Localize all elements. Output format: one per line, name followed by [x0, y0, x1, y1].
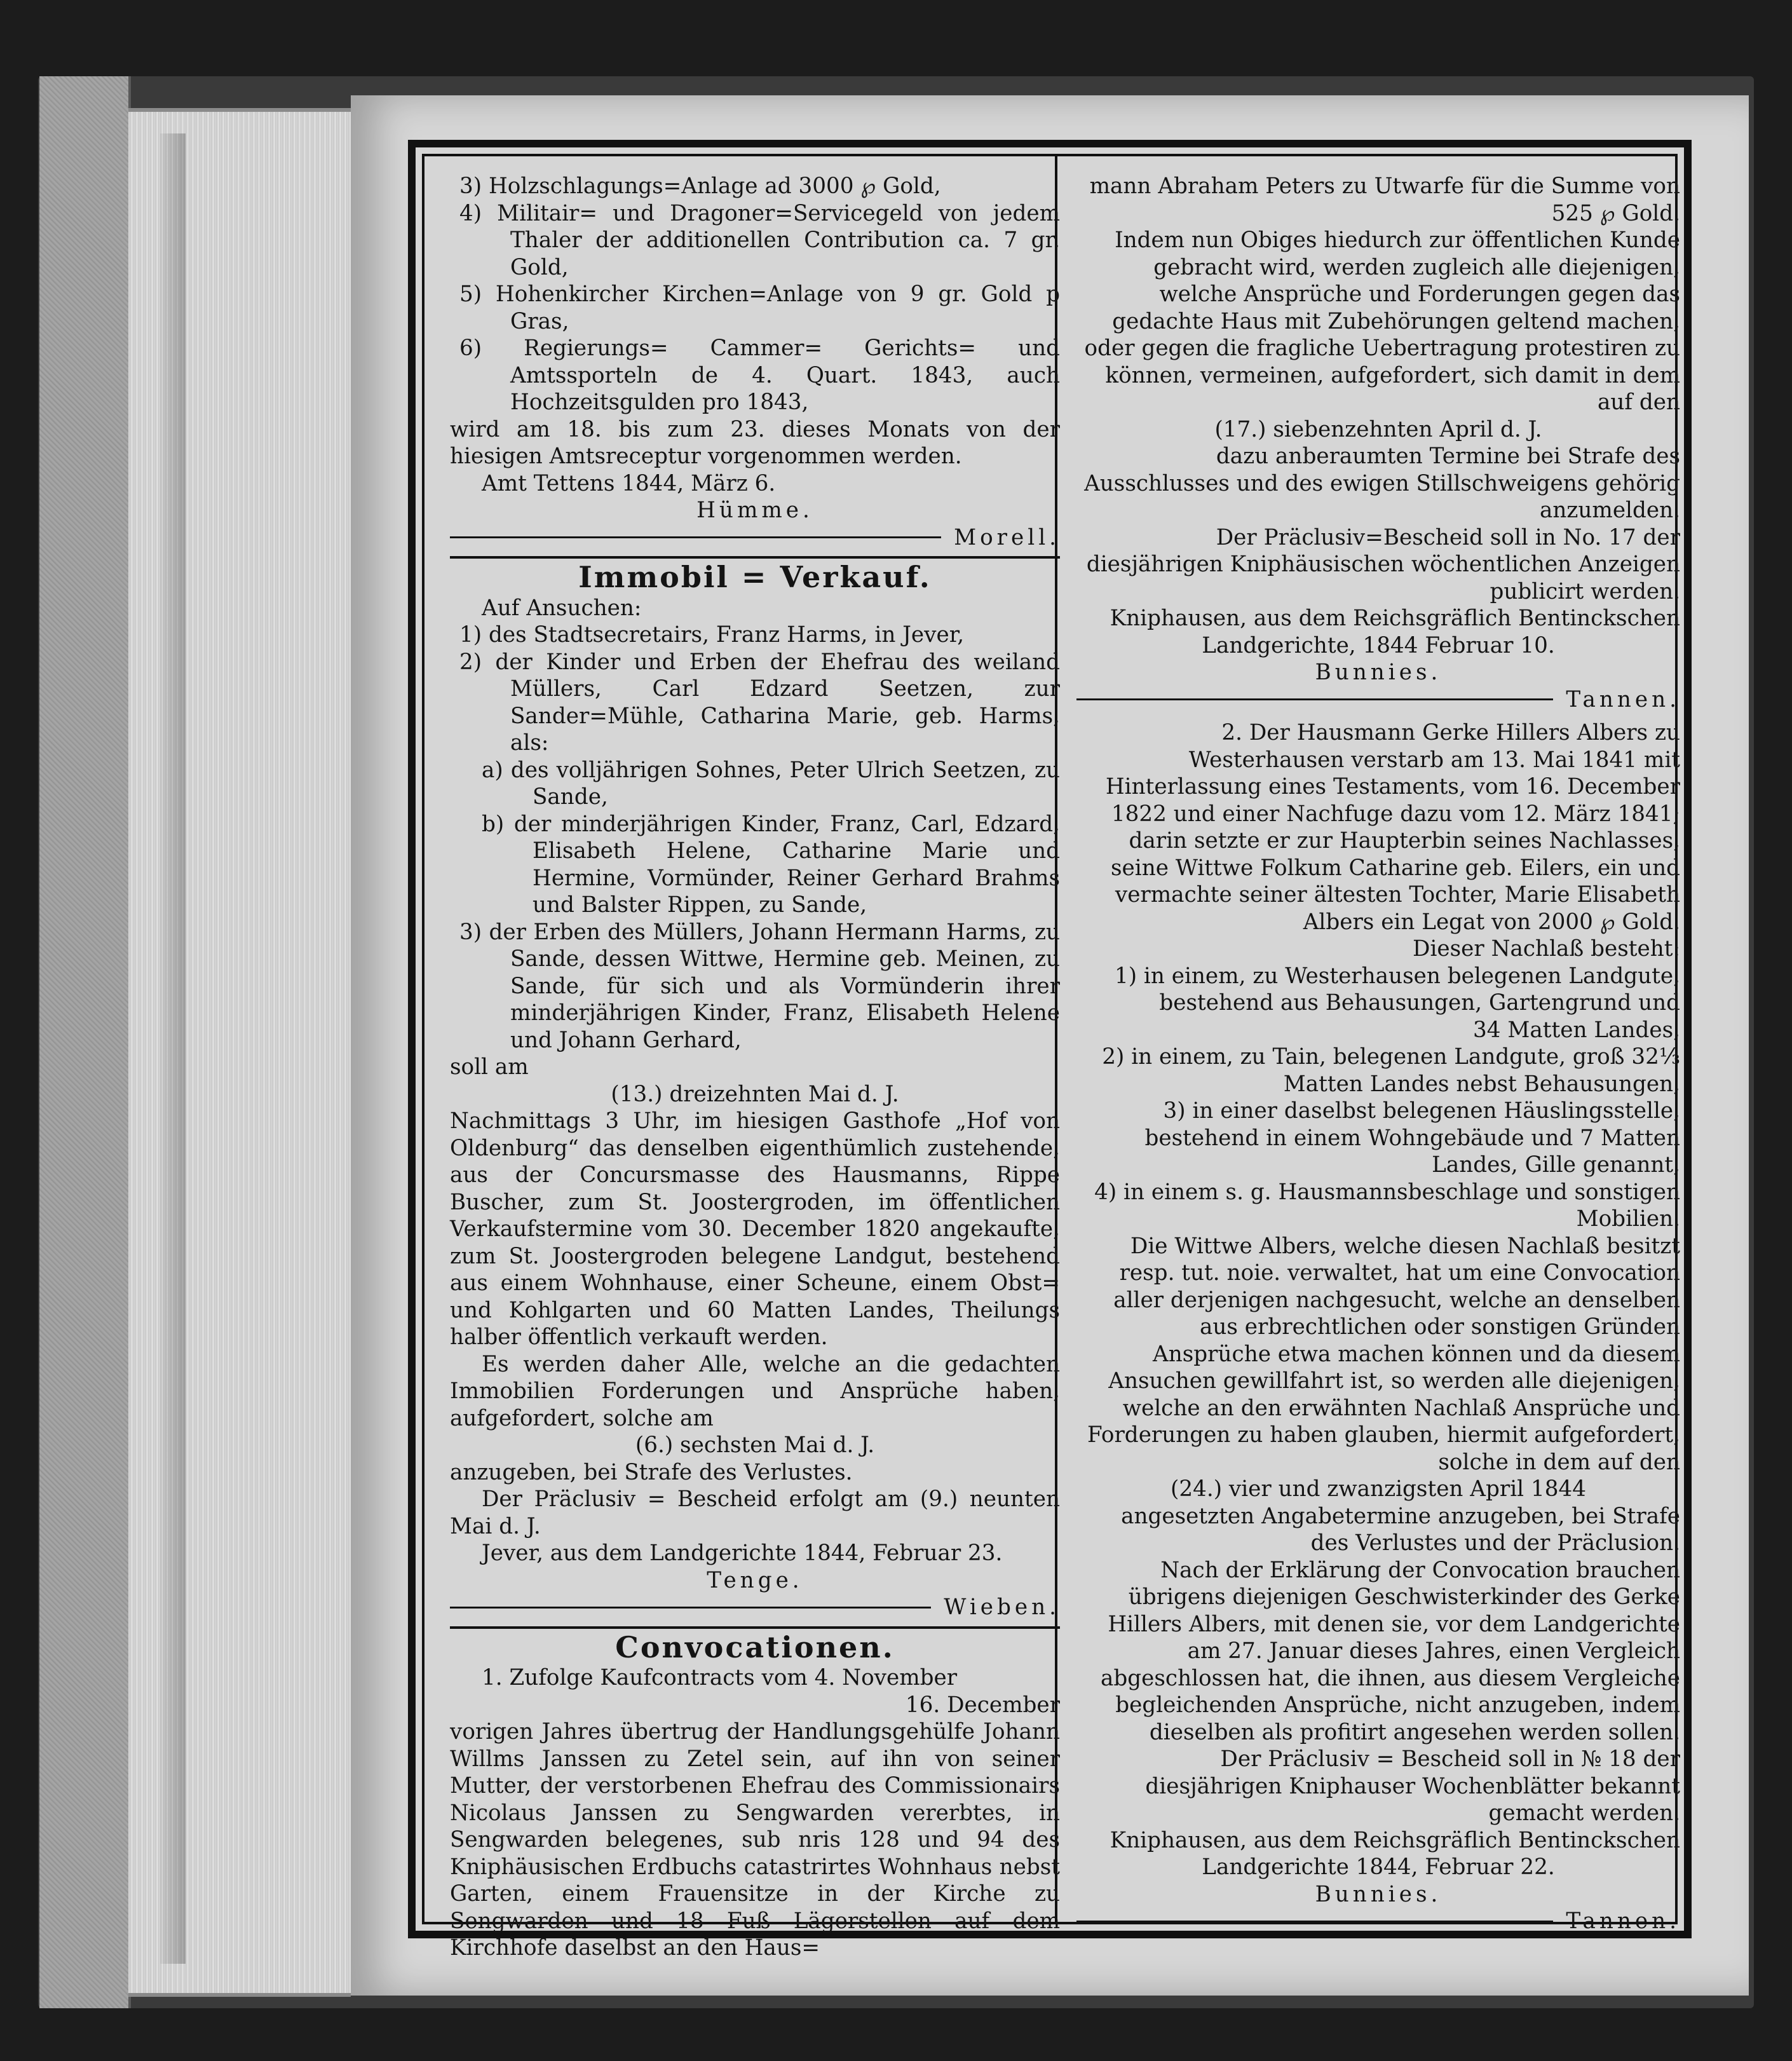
paragraph: 16. December	[905, 1692, 1060, 1718]
paragraph: Nachmittags 3 Uhr, im hiesigen Gasthofe „Hof von Oldenburg“ das denselben eigenthümlich zustehende, aus der Concursmasse des Hausmanns, Rippe Buscher, zum St. Joostergroden, im öffentlichen Verkaufstermine vom 30. December 1820 angekaufte, zum St. Joostergroden belegene Landgut, bestehend aus einem Wohnhause, einer Scheune, einem Obst= und Kohlgarten und 60 Matten Landes, Theilungs halber öffentlich verkauft werden.	[450, 1108, 1060, 1350]
place-date: Amt Tettens 1844, März 6.	[482, 470, 776, 496]
paragraph: dazu anberaumten Termine bei Strafe des Ausschlusses und des ewigen Stillschweigens gehörig anzumelden.	[1084, 444, 1680, 523]
list-item: a) des volljährigen Sohnes, Peter Ulrich Seetzen, zu Sande,	[482, 757, 1060, 810]
page-content-area	[422, 154, 1680, 1961]
list-item: 2) in einem, zu Tain, belegenen Landgute, groß 32⅓ Matten Landes nebst Behausungen,	[1102, 1044, 1680, 1097]
list-item: 3) Holzschlagungs=Anlage ad 3000 ℘ Gold,	[459, 173, 941, 199]
paragraph: 2. Der Hausmann Gerke Hillers Albers zu Westerhausen verstarb am 13. Mai 1841 mit Hinterlassung eines Testaments, vom 16. December 1822 und einer Nachfuge dazu vom 12. März 1841; darin setzte er zur Haupterbin seines Nachlasses, seine Wittwe Folkum Catharine geb. Eilers, ein und vermachte seiner ältesten Tochter, Marie Elisabeth Albers ein Legat von 2000 ℘ Gold.	[1105, 720, 1680, 935]
paragraph: Der Präclusiv = Bescheid erfolgt am (9.) neunten Mai d. J.	[450, 1486, 1060, 1539]
date-line: (13.) dreizehnten Mai d. J.	[611, 1081, 899, 1107]
list-item: 2) der Kinder und Erben der Ehefrau des weiland Müllers, Carl Edzard Seetzen, zur Sander=Mühle, Catharina Marie, geb. Harms, als:	[459, 649, 1060, 756]
signature: Hümme.	[696, 498, 813, 523]
section-heading: Immobil = Verkauf.	[578, 560, 932, 594]
signature: Tenge.	[707, 1567, 803, 1593]
signature: Bunnies.	[1315, 660, 1442, 685]
paragraph: vorigen Jahres übertrug der Handlungsgehülfe Johann Willms Janssen zu Zetel sein, auf ihn von seiner Mutter, der verstorbenen Ehefrau des Commissionairs Nicolaus Janssen zu Sengwarden vererbtes, in Sengwarden belegenes, sub nris 128 und 94 des Kniphäusischen Erdbuchs catastrirtes Wohnhaus nebst Garten, einem Frauensitze in der Kirche zu Sengwarden und 18 Fuß Lägerstellen auf dem Kirchhofe daselbst an den Haus=	[450, 1719, 1060, 1961]
list-item: b) der minderjährigen Kinder, Franz, Carl, Edzard, Elisabeth Helene, Catharine Marie und Hermine, Vormünder, Reiner Gerhard Brahms und Balster Rippen, zu Sande,	[482, 811, 1060, 918]
list-item: 3) der Erben des Müllers, Johann Hermann Harms, zu Sande, dessen Wittwe, Hermine geb. Meinen, zu Sande, für sich und als Vormünderin ihrer minderjährigen Kinder, Franz, Elisabeth Helene und Johann Gerhard,	[459, 919, 1060, 1053]
list-item: 6) Regierungs= Cammer= Gerichts= und Amtssporteln de 4. Quart. 1843, auch Hochzeitsgulden pro 1843,	[459, 336, 1060, 415]
paragraph: Es werden daher Alle, welche an die gedachten Immobilien Forderungen und Ansprüche haben, aufgefordert, solche am	[450, 1351, 1060, 1431]
place-date: Jever, aus dem Landgerichte 1844, Februar 23.	[482, 1541, 1003, 1566]
paragraph: angesetzten Angabetermine anzugeben, bei Strafe des Verlustes und der Präclusion.	[1121, 1503, 1680, 1556]
list-item: 1) in einem, zu Westerhausen belegenen Landgute, bestehend aus Behausungen, Gartengrund und 34 Matten Landes,	[1114, 963, 1680, 1043]
place-date: Landgerichte 1844, Februar 22.	[1202, 1854, 1555, 1880]
paragraph: soll am	[450, 1054, 529, 1080]
section-heading: Convocationen.	[615, 1629, 895, 1664]
signature-rule	[450, 536, 941, 538]
list-item: 5) Hohenkircher Kirchen=Anlage von 9 gr. Gold p Gras,	[459, 282, 1060, 334]
signature: Tannen.	[1566, 1908, 1680, 1934]
list-item: 3) in einer daselbst belegenen Häuslingsstelle, bestehend in einem Wohngebäude und 7 Matten Landes, Gille genannt,	[1144, 1098, 1680, 1178]
date-line: (24.) vier und zwanzigsten April 1844	[1171, 1476, 1586, 1502]
paragraph: 1. Zufolge Kaufcontracts vom 4. November	[482, 1665, 958, 1690]
paragraph: Indem nun Obiges hiedurch zur öffentlichen Kunde gebracht wird, werden zugleich alle diejenigen, welche Ansprüche und Forderungen gegen das gedachte Haus mit Zubehörungen geltend machen, oder gegen die fragliche Uebertragung protestiren zu können, vermeinen, aufgefordert, sich damit in dem auf den	[1084, 228, 1680, 415]
paragraph: anzugeben, bei Strafe des Verlustes.	[450, 1459, 853, 1485]
paragraph: Der Präclusiv = Bescheid soll in № 18 der diesjährigen Kniphauser Wochenblätter bekannt gemacht werden.	[1145, 1746, 1680, 1826]
paragraph: Der Präclusiv=Bescheid soll in No. 17 der diesjährigen Kniphäusischen wöchentlichen Anzeigen publicirt werden.	[1086, 524, 1680, 604]
signature-rule	[450, 1607, 931, 1609]
list-item: 4) Militair= und Dragoner=Servicegeld von jedem Thaler der additionellen Contribution ca. 7 gr. Gold,	[459, 200, 1060, 280]
left-column	[450, 173, 1060, 1961]
date-line: (17.) siebenzehnten April d. J.	[1214, 416, 1542, 442]
paragraph: Nach der Erklärung der Convocation brauchen übrigens diejenigen Geschwisterkinder des Gerke Hillers Albers, mit denen sie, vor dem Landgerichte am 27. Januar dieses Jahres, einen Vergleich abgeschlossen hat, die ihnen, aus diesem Vergleiche begleichenden Ansprüche, nicht anzugeben, indem dieselben als profitirt angesehen werden sollen.	[1101, 1557, 1680, 1745]
place-date: Landgerichte, 1844 Februar 10.	[1202, 632, 1555, 658]
signature-line	[1076, 686, 1680, 714]
section-divider	[450, 1626, 1060, 1629]
signature-line	[450, 1594, 1060, 1621]
signature-line	[450, 524, 1060, 552]
book-cover-edge	[39, 76, 131, 2008]
spine-shadow	[160, 133, 186, 1964]
section-divider	[450, 556, 1060, 559]
paragraph: wird am 18. bis zum 23. dieses Monats von der hiesigen Amtsreceptur vorgenommen werden.	[450, 416, 1060, 469]
signature: Wieben.	[944, 1595, 1060, 1620]
paragraph: mann Abraham Peters zu Utwarfe für die Summe von 525 ℘ Gold.	[1089, 173, 1680, 226]
date-line: (6.) sechsten Mai d. J.	[635, 1432, 875, 1458]
page-border-frame	[408, 140, 1692, 1961]
book-page	[351, 95, 1749, 1996]
list-item: 4) in einem s. g. Hausmannsbeschlage und sonstigen Mobilien.	[1094, 1179, 1680, 1232]
place-date: Kniphausen, aus dem Reichsgräflich Bentinckschen	[1110, 606, 1680, 631]
place-date: Kniphausen, aus dem Reichsgräflich Bentinckschen	[1110, 1827, 1680, 1853]
signature: Tannen.	[1566, 686, 1680, 712]
signature: Morell.	[954, 524, 1060, 550]
signature: Bunnies.	[1315, 1881, 1442, 1907]
signature-line	[1076, 1908, 1680, 1935]
signature-rule	[1076, 698, 1553, 700]
signature-rule	[1076, 1921, 1553, 1922]
paragraph: Dieser Nachlaß besteht:	[1413, 936, 1680, 962]
spacer	[1076, 713, 1680, 719]
paragraph: Die Wittwe Albers, welche diesen Nachlaß besitzt resp. tut. noie. verwaltet, hat um eine Convocation aller derjenigen nachgesucht, welche an denselben aus erbrechtlichen oder sonstigen Gründen Ansprüche etwa machen können und da diesem Ansuchen gewillfahrt ist, so werden alle diejenigen, welche an den erwähnten Nachlaß Ansprüche und Forderungen zu haben glauben, hiermit aufgefordert, solche in dem auf den	[1087, 1233, 1680, 1475]
list-item: 1) des Stadtsecretairs, Franz Harms, in Jever,	[459, 622, 965, 648]
right-column	[1076, 173, 1680, 1934]
paragraph: Auf Ansuchen:	[482, 595, 642, 621]
